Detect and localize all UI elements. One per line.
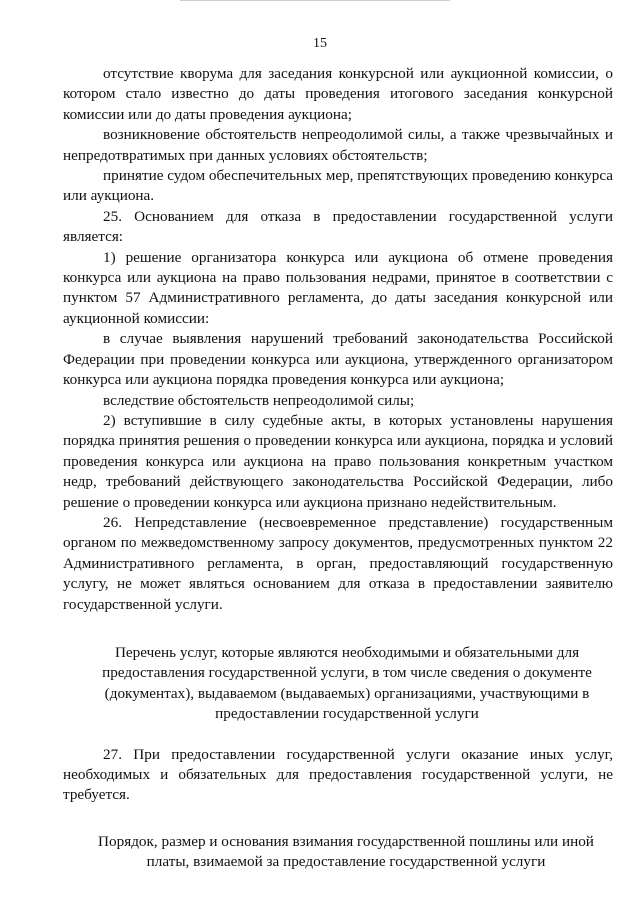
paragraph: в случае выявления нарушений требований законодательства Российской Федерации при проведении конкурса или аукциона, утвержденного организатором конкурса или аукциона порядка проведения конкурса или аукциона;	[63, 330, 613, 389]
paragraph: вследствие обстоятельств непреодолимой силы;	[103, 391, 415, 409]
paragraph: отсутствие кворума для заседания конкурсной или аукционной комиссии, о котором стало известно до даты проведения итогового заседания конкурсной комиссии или до даты проведения аукциона;	[63, 65, 613, 123]
document-body	[63, 64, 613, 873]
paragraph: возникновение обстоятельств непреодолимой силы, а также чрезвычайных и непредотвратимых при данных условиях обстоятельств;	[63, 126, 613, 164]
heading-line: предоставления государственной услуги, в том числе сведения о документе	[102, 664, 592, 682]
heading-line: платы, взимаемой за предоставление государственной услуги	[146, 853, 546, 871]
paragraph: 1) решение организатора конкурса или аукциона об отмене проведения конкурса или аукциона на право пользования недрами, принятое в соответствии с пунктом 57 Административного регламента, до даты заседания конкурсной или аукционной комиссии:	[63, 248, 613, 327]
paragraph: принятие судом обеспечительных мер, препятствующих проведению конкурса или аукциона.	[63, 167, 613, 205]
heading-line: предоставлении государственной услуги	[215, 705, 479, 723]
scan-edge-mark	[180, 0, 450, 1]
paragraph: 25. Основанием для отказа в предоставлении государственной услуги является:	[63, 207, 613, 246]
section-heading	[63, 643, 613, 725]
paragraph: 2) вступившие в силу судебные акты, в которых установлены нарушения порядка принятия решения о проведении конкурса или аукциона, порядка и условий проведения конкурса или аукциона на право пользования конкретным участком недр, требований действующего законодательства Российской Федерации, либо решение о проведении конкурса или аукциона признано недействительным.	[63, 411, 613, 511]
heading-line: (документах), выдаваемом (выдаваемых) организациями, участвующими в	[104, 684, 590, 702]
heading-line: Порядок, размер и основания взимания государственной пошлины или иной	[98, 832, 594, 850]
heading-line: Перечень услуг, которые являются необходимыми и обязательными для	[114, 643, 580, 661]
paragraph: 27. При предоставлении государственной услуги оказание иных услуг, необходимых и обязательных для предоставления государственной услуги, не требуется.	[63, 745, 613, 804]
paragraph: 26. Непредставление (несвоевременное представление) государственным органом по межведомственному запросу документов, предусмотренных пунктом 22 Административного регламента, в орган, предоставляющий государственную услугу, не может являться основанием для отказа в предоставлении заявителю государственной услуги.	[63, 513, 613, 613]
page-number: 15	[313, 36, 327, 51]
section-heading	[63, 832, 613, 873]
